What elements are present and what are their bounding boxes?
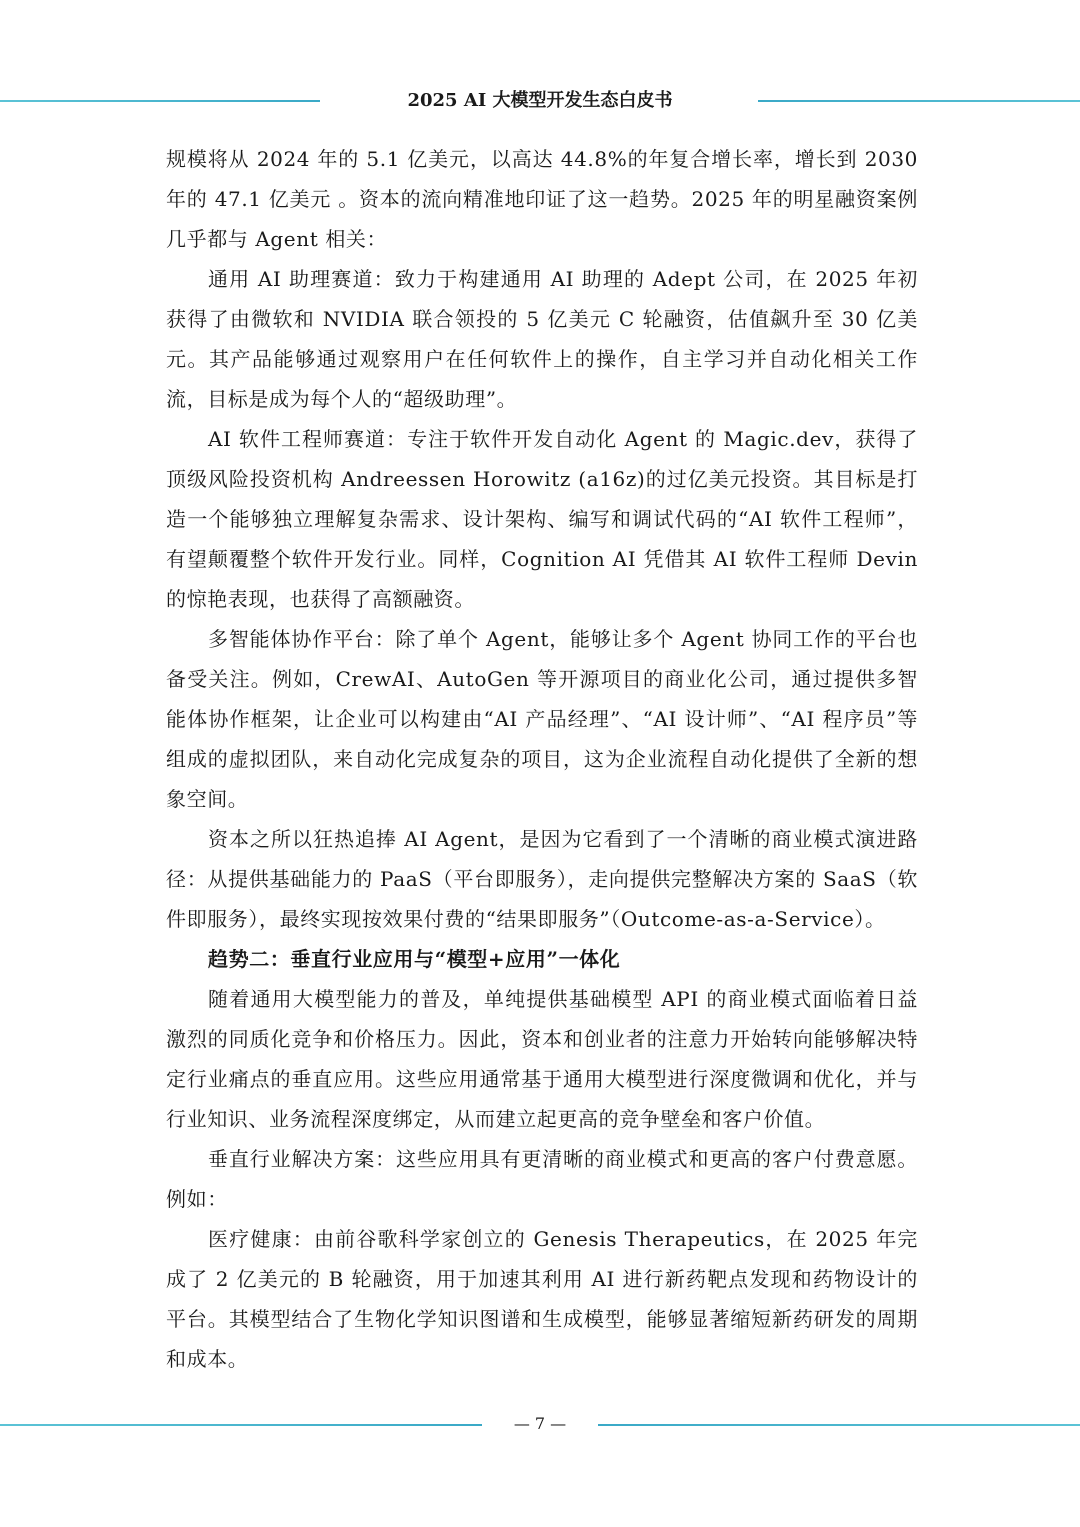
header-rule-left bbox=[0, 100, 320, 102]
header-rule-right bbox=[758, 100, 1080, 102]
paragraph-ai-software-engineer: AI 软件工程师赛道：专注于软件开发自动化 Agent 的 Magic.dev，获得了顶级风险投资机构 Andreessen Horowitz (a16z)的过亿美元投资。其目标是打造一个能够独立理解复杂需求、设计架构、编写和调试代码的“AI 软件工程师”，有望颠覆整个软件开发行业。同样，Cognition AI 凭借其 AI 软件工程师 Devin 的惊艳表现，也获得了高额融资。 bbox=[166, 427, 918, 611]
page-header-title: 2025 AI 大模型开发生态白皮书 bbox=[407, 90, 673, 111]
paragraph-business-model: 资本之所以狂热追捧 AI Agent，是因为它看到了一个清晰的商业模式演进路径：从提供基础能力的 PaaS（平台即服务），走向提供完整解决方案的 SaaS（软件即服务），最终实现按效果付费的“结果即服务”（Outcome-as-a-Service）。 bbox=[166, 827, 918, 931]
footer-rule-left bbox=[0, 1424, 482, 1426]
paragraph-multi-agent-platform: 多智能体协作平台：除了单个 Agent，能够让多个 Agent 协同工作的平台也备受关注。例如，CrewAI、AutoGen 等开源项目的商业化公司，通过提供多智能体协作框架，让企业可以构建由“AI 产品经理”、“AI 设计师”、“AI 程序员”等组成的虚拟团队，来自动化完成复杂的项目，这为企业流程自动化提供了全新的想象空间。 bbox=[166, 627, 918, 811]
page-number: — 7 — bbox=[513, 1414, 567, 1433]
section-heading-trend-two: 趋势二：垂直行业应用与“模型+应用”一体化 bbox=[208, 947, 621, 971]
paragraph-vertical-intro: 随着通用大模型能力的普及，单纯提供基础模型 API 的商业模式面临着日益激烈的同质化竞争和价格压力。因此，资本和创业者的注意力开始转向能够解决特定行业痛点的垂直应用。这些应用通常基于通用大模型进行深度微调和优化，并与行业知识、业务流程深度绑定，从而建立起更高的竞争壁垒和客户价值。 bbox=[166, 987, 918, 1131]
paragraph-vertical-solutions: 垂直行业解决方案：这些应用具有更清晰的商业模式和更高的客户付费意愿。例如： bbox=[166, 1147, 918, 1211]
document-body bbox=[166, 139, 918, 1379]
footer-rule-right bbox=[598, 1424, 1080, 1426]
paragraph-healthcare: 医疗健康：由前谷歌科学家创立的 Genesis Therapeutics，在 2025 年完成了 2 亿美元的 B 轮融资，用于加速其利用 AI 进行新药靶点发现和药物设计的平台。其模型结合了生物化学知识图谱和生成模型，能够显著缩短新药研发的周期和成本。 bbox=[166, 1227, 918, 1371]
paragraph-market-size: 规模将从 2024 年的 5.1 亿美元，以高达 44.8%的年复合增长率，增长到 2030 年的 47.1 亿美元 。资本的流向精准地印证了这一趋势。2025 年的明星融资案例几乎都与 Agent 相关： bbox=[166, 147, 918, 251]
paragraph-general-assistant: 通用 AI 助理赛道：致力于构建通用 AI 助理的 Adept 公司，在 2025 年初获得了由微软和 NVIDIA 联合领投的 5 亿美元 C 轮融资，估值飙升至 30 亿美元。其产品能够通过观察用户在任何软件上的操作，自主学习并自动化相关工作流，目标是成为每个人的“超级助理”。 bbox=[166, 267, 918, 411]
